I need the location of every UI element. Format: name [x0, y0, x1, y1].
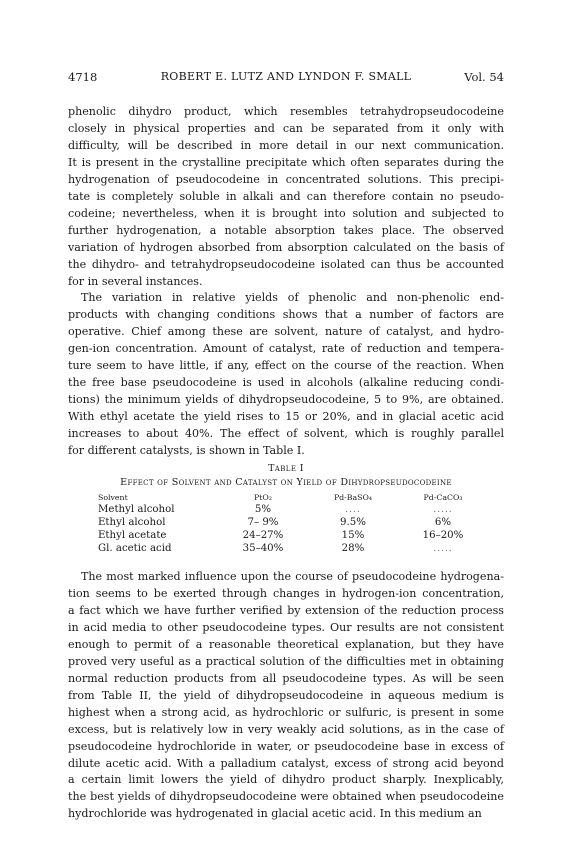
table-row: [98, 542, 488, 555]
yield-cell: 15%: [341, 530, 365, 542]
solvent-cell: Gl. acetic acid: [98, 543, 172, 555]
text-line: from Table II, the yield of dihydropseudocodeine in aqueous medium is: [68, 688, 504, 702]
text-line: for different catalysts, is shown in Table I.: [68, 444, 305, 458]
column-header: PtO₂: [254, 492, 272, 502]
yield-cell: 16–20%: [422, 530, 464, 542]
text-line: operative. Chief among these are solvent, nature of catalyst, and hydro-: [68, 325, 504, 339]
body-paragraph-2: [68, 290, 504, 460]
solvent-cell: Ethyl alcohol: [98, 517, 166, 529]
yield-cell: 7– 9%: [247, 517, 279, 529]
text-line: in acid media to other pseudocodeine types. Our results are not consistent: [68, 620, 504, 634]
yield-cell: 28%: [341, 543, 365, 555]
text-line: tions) the minimum yields of dihydropseudocodeine, 5 to 9%, are obtained.: [68, 393, 504, 407]
text-line: dilute acetic acid. With a palladium catalyst, excess of strong acid beyond: [68, 756, 504, 770]
text-line: the free base pseudocodeine is used in alcohols (alkaline reducing condi-: [68, 376, 504, 390]
yield-cell: 5%: [254, 504, 272, 516]
text-line: difficulty, will be described in more detail in our next communication.: [68, 138, 504, 152]
text-line: products with changing conditions shows that a number of factors are: [68, 308, 504, 322]
body-paragraph-3: [68, 569, 504, 823]
text-line: codeine; nevertheless, when it is brought into solution and subjected to: [68, 206, 504, 220]
text-line: phenolic dihydro product, which resembles tetrahydropseudocodeine: [68, 105, 504, 118]
table-header-row: [98, 491, 488, 503]
volume-label: Vol. 54: [464, 70, 504, 84]
solvent-cell: Ethyl acetate: [98, 530, 167, 542]
text-line: for in several instances.: [68, 274, 203, 288]
text-line: enough to permit of a reasonable theoretical explanation, but they have: [68, 637, 504, 651]
text-line: proved very useful as a practical solution of the difficulties met in obtaining: [68, 654, 504, 668]
document-page: [68, 70, 504, 823]
yield-cell: ....: [345, 504, 361, 515]
page-number: 4718: [68, 70, 98, 84]
text-line: The most marked influence upon the course of pseudocodeine hydrogena-: [81, 570, 504, 584]
table-row: [98, 529, 488, 542]
running-header: [68, 70, 504, 84]
text-line: variation of hydrogen absorbed from absorption calculated on the basis of: [68, 240, 504, 254]
text-line: hydrogenation of pseudocodeine in concentrated solutions. This precipi-: [68, 172, 504, 186]
yield-table: [98, 491, 488, 555]
text-line: the best yields of dihydropseudocodeine were obtained when pseudocodeine: [68, 790, 504, 804]
text-line: increases to about 40%. The effect of solvent, which is roughly parallel: [68, 427, 504, 441]
yield-cell: .....: [433, 504, 453, 515]
table-title: Table I: [268, 463, 304, 475]
table-caption: Effect of Solvent and Catalyst on Yield of Dihydropseudocodeine: [120, 477, 452, 489]
text-line: tion seems to be exerted through changes in hydrogen-ion concentration,: [68, 586, 504, 600]
column-header: Pd-BaSO₄: [333, 492, 373, 502]
text-line: further hydrogenation, a notable absorption takes place. The observed: [68, 223, 504, 237]
text-line: With ethyl acetate the yield rises to 15 or 20%, and in glacial acetic acid: [68, 410, 504, 424]
text-line: normal reduction products from all pseudocodeine types. As will be seen: [68, 671, 504, 685]
column-header: Pd-CaCO₃: [423, 492, 463, 502]
text-line: tate is completely soluble in alkali and can therefore contain no pseudo-: [68, 189, 504, 203]
text-line: closely in physical properties and can be separated from it only with: [68, 121, 504, 135]
text-line: a fact which we have further verified by extension of the reduction process: [68, 603, 504, 617]
table-row: [98, 516, 488, 529]
text-line: excess, but is relatively low in very weakly acid solutions, as in the case of: [68, 722, 504, 736]
yield-cell: .....: [433, 543, 453, 554]
text-line: It is present in the crystalline precipitate which often separates during the: [68, 155, 504, 169]
body-paragraph-1: [68, 104, 504, 290]
text-line: a certain limit lowers the yield of dihydro product sharply. Inexplicably,: [68, 773, 504, 787]
yield-cell: 24–27%: [242, 530, 284, 542]
table-row: [98, 503, 488, 516]
text-line: pseudocodeine hydrochloride in water, or pseudocodeine base in excess of: [68, 739, 504, 753]
text-line: The variation in relative yields of phenolic and non-phenolic end-: [81, 291, 504, 305]
text-line: highest when a strong acid, as hydrochloric or sulfuric, is present in some: [68, 705, 504, 719]
text-line: the dihydro- and tetrahydropseudocodeine isolated can thus be accounted: [68, 257, 504, 271]
column-header: Solvent: [98, 492, 128, 502]
running-head-authors: ROBERT E. LUTZ AND LYNDON F. SMALL: [160, 70, 412, 83]
yield-cell: 6%: [434, 517, 452, 529]
text-line: hydrochloride was hydrogenated in glacial acetic acid. In this medium an: [68, 807, 482, 821]
yield-cell: 35–40%: [242, 543, 284, 555]
text-line: ture seem to have little, if any, effect on the course of the reaction. When: [68, 359, 504, 373]
yield-cell: 9.5%: [340, 517, 366, 529]
text-line: gen-ion concentration. Amount of catalyst, rate of reduction and tempera-: [68, 342, 504, 356]
solvent-cell: Methyl alcohol: [98, 504, 175, 516]
